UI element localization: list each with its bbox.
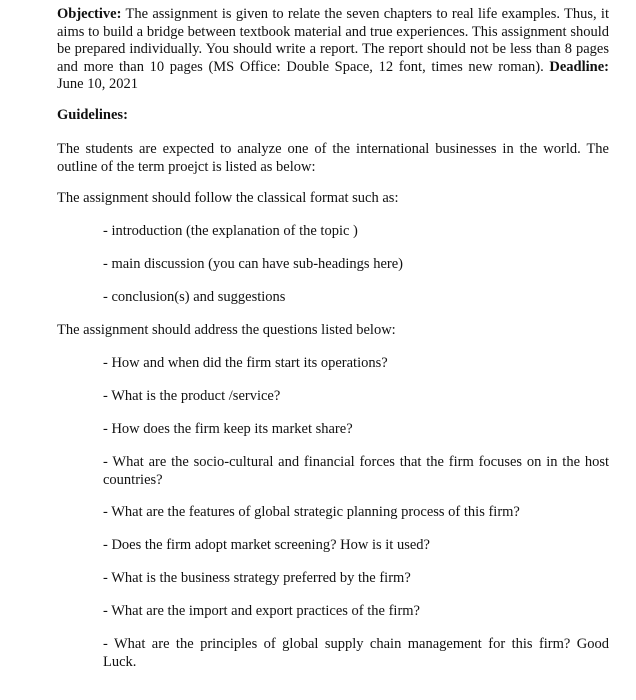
objective-paragraph	[57, 6, 609, 94]
format-intro: The assignment should follow the classical format such as:	[57, 190, 399, 206]
deadline-label: Deadline:	[549, 58, 609, 75]
format-item: - introduction (the explanation of the topic )	[103, 223, 358, 239]
question-item: - Does the firm adopt market screening? How is it used?	[103, 537, 430, 553]
guidelines-intro: The students are expected to analyze one of the international businesses in the world. The outline of the term proejct is listed as below:	[57, 141, 609, 175]
question-item: - What is the product /service?	[103, 388, 281, 404]
question-item: - How does the firm keep its market share?	[103, 421, 353, 437]
format-item: - conclusion(s) and suggestions	[103, 289, 286, 305]
question-item: - What are the principles of global supply chain management for this firm? Good Luck.	[103, 636, 609, 670]
objective-text: The assignment is given to relate the seven chapters to real life examples. Thus, it aims to build a bridge between textbook material and true experiences. This assignment should be prepared individually. You should write a report. The report should not be less than 8 pages and more than 10 pages (MS Office: Double Space, 12 font, times new roman).	[57, 6, 609, 75]
question-item: - What are the socio-cultural and financial forces that the firm focuses on in the host countries?	[103, 454, 609, 488]
question-item: - What are the import and export practices of the firm?	[103, 603, 420, 619]
question-item: - How and when did the firm start its operations?	[103, 355, 388, 371]
guidelines-heading: Guidelines:	[57, 107, 128, 123]
questions-intro: The assignment should address the questions listed below:	[57, 322, 396, 338]
question-item: - What is the business strategy preferred by the firm?	[103, 570, 411, 586]
format-item: - main discussion (you can have sub-headings here)	[103, 256, 403, 272]
question-item: - What are the features of global strategic planning process of this firm?	[103, 504, 520, 520]
objective-label: Objective:	[57, 6, 122, 22]
deadline-value: June 10, 2021	[57, 76, 138, 92]
